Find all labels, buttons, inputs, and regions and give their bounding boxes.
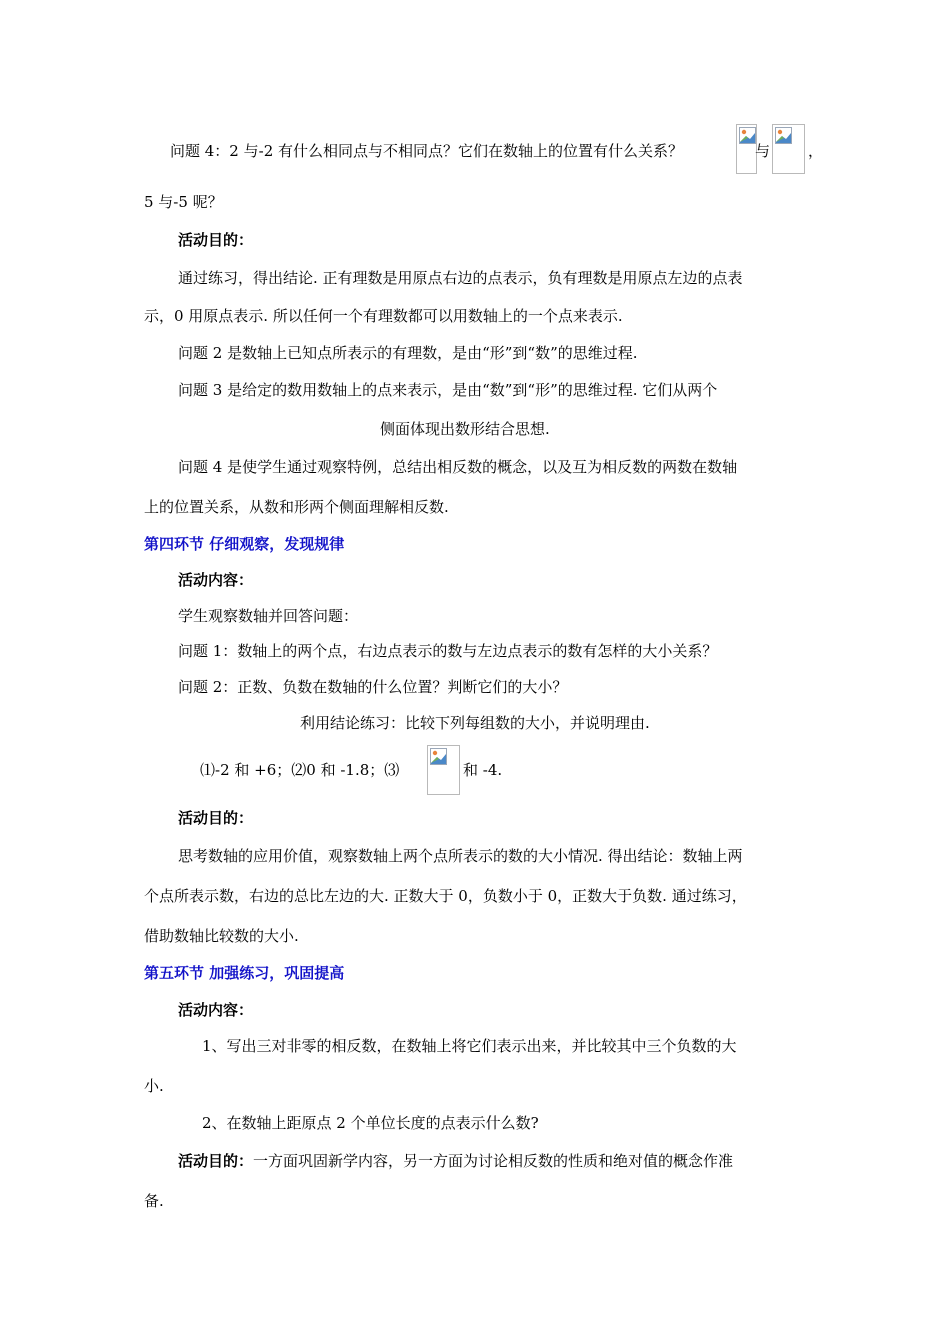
exercise-line-end: 和 -4. [463, 761, 503, 779]
inline-image-placeholder [736, 124, 757, 174]
paragraph: 问题 4 是使学生通过观察特例，总结出相反数的概念，以及互为相反数的两数在数轴 [178, 458, 738, 476]
paragraph: 思考数轴的应用价值，观察数轴上两个点所表示的数的大小情况. 得出结论：数轴上两 [178, 847, 743, 865]
paragraph: 上的位置关系，从数和形两个侧面理解相反数. [144, 498, 449, 516]
paragraph: 1、写出三对非零的相反数，在数轴上将它们表示出来，并比较其中三个负数的大 [202, 1037, 737, 1055]
broken-image-icon [739, 127, 756, 144]
question-4-continued: 5 与-5 呢？ [144, 193, 223, 211]
paragraph: 备. [144, 1192, 164, 1210]
section-5-heading: 第五环节 加强练习，巩固提高 [144, 964, 345, 982]
paragraph: 问题 2：正数、负数在数轴的什么位置？判断它们的大小？ [178, 678, 568, 696]
paragraph: 一方面巩固新学内容，另一方面为讨论相反数的性质和绝对值的概念作准 [253, 1152, 734, 1170]
paragraph: 小. [144, 1077, 164, 1095]
paragraph: 个点所表示数，右边的总比左边的大. 正数大于 0，负数小于 0，正数大于负数. 通过练习， [144, 887, 747, 905]
exercise-line: ⑴-2 和 +6；⑵0 和 -1.8；⑶ [200, 761, 400, 779]
paragraph-centered: 侧面体现出数形结合思想. [380, 420, 550, 438]
paragraph: 问题 2 是数轴上已知点所表示的有理数，是由“形”到“数”的思维过程. [178, 344, 638, 362]
activity-purpose-heading: 活动目的： [178, 809, 254, 827]
paragraph: 通过练习，得出结论. 正有理数是用原点右边的点表示，负有理数是用原点左边的点表 [178, 269, 743, 287]
paragraph: 示，0 用原点表示. 所以任何一个有理数都可以用数轴上的一个点来表示. [144, 307, 623, 325]
inline-image-placeholder [772, 124, 805, 174]
paragraph: 借助数轴比较数的大小. [144, 927, 299, 945]
paragraph: 2、在数轴上距原点 2 个单位长度的点表示什么数? [202, 1114, 539, 1132]
activity-purpose-heading: 活动目的： [178, 231, 254, 249]
inline-image-placeholder [427, 745, 460, 795]
paragraph: 问题 3 是给定的数用数轴上的点来表示，是由“数”到“形”的思维过程. 它们从两个 [178, 381, 718, 399]
broken-image-icon [430, 748, 447, 765]
activity-purpose-heading: 活动目的： [178, 1152, 254, 1170]
activity-purpose-line [178, 1151, 733, 1171]
activity-content-heading: 活动内容： [178, 571, 254, 589]
activity-content-heading: 活动内容： [178, 1001, 254, 1019]
question-4-text: 问题 4：2 与-2 有什么相同点与不相同点？它们在数轴上的位置有什么关系？ [170, 142, 684, 160]
section-4-heading: 第四环节 仔细观察，发现规律 [144, 535, 345, 553]
broken-image-icon [775, 127, 792, 144]
comma-text: ， [808, 142, 824, 160]
paragraph-centered: 利用结论练习：比较下列每组数的大小，并说明理由. [300, 714, 650, 732]
paragraph: 学生观察数轴并回答问题： [178, 607, 359, 625]
paragraph: 问题 1：数轴上的两个点，右边点表示的数与左边点表示的数有怎样的大小关系？ [178, 642, 718, 660]
yu-text: 与 [755, 142, 771, 160]
